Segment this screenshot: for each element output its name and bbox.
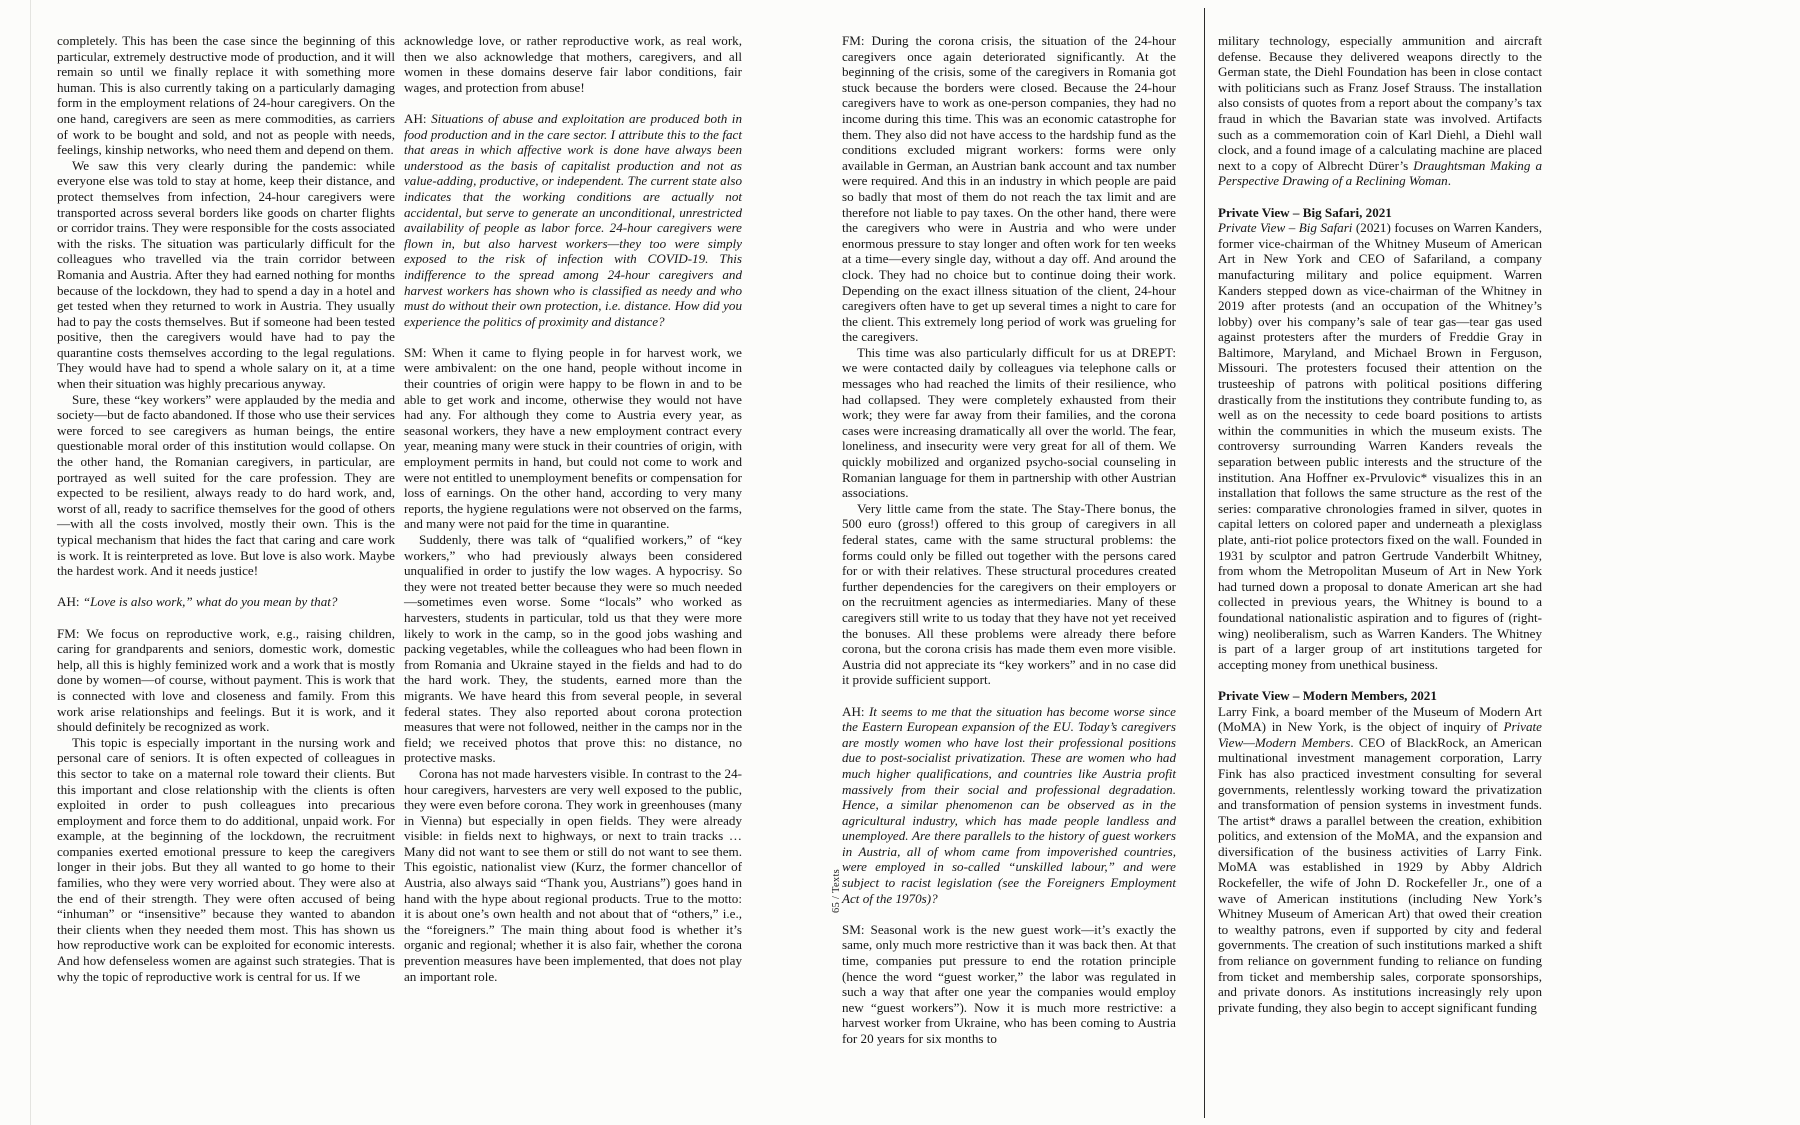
- text-run: Private View—Modern Members: [1218, 719, 1542, 750]
- column-divider: [1204, 8, 1205, 1118]
- text-run: military technology, especially ammunition and aircraft defense. Because they delivered weapons directly to the German state, the Diehl Foundation has been in close contact with politicians such as Franz Josef Strauss. The installation also consists of quotes from a report about the company’s tax fraud in which the Bavarian state was involved. Artifacts such as a commemoration coin of Karl Diehl, a Diehl wall clock, and a found image of a calculating machine are placed next to a copy of Albrecht Dürer’s: [1218, 33, 1542, 173]
- paragraph: [57, 735, 395, 985]
- text-run: FM: During the corona crisis, the situation of the 24-hour caregivers once again deteriorated significantly. At the beginning of the crisis, some of the caregivers in Romania got stuck because the borders were closed. Because the 24-hour caregivers have to work as one-person companies, they had no income during this time. This was an economic catastrophe for them. They also did not have access to the hardship fund as the conditions excluded migrant workers: forms were only available in German, an Austrian bank account and tax number were required. And this in an industry in which people are paid so badly that most of them do not reach the tax limit and are therefore not liable to pay taxes. On the other hand, there were the caregivers who were in Austria and who were under enormous pressure to stay longer and often work for ten weeks at a time—every single day, without a day off. And around the clock. They had no choice but to continue doing their work. Depending on the exact illness situation of the client, 24-hour caregivers often have to get up several times a night to care for the client. This extremely long period of work was grueling for the caregivers.: [842, 33, 1176, 345]
- paragraph: [842, 501, 1176, 688]
- work-heading: [1218, 205, 1542, 221]
- text-run: AH:: [842, 703, 869, 719]
- text-column-1: [57, 33, 395, 984]
- text-run: FM: We focus on reproductive work, e.g., raising children, caring for grandparents and seniors, domestic work, domestic help, all this is highly feminized work and a work that is mostly done by women—of course, without payment. This is work that is connected with love and closeness and family. From this work arise relationships and feelings. But it is work, and it should definitely be recognized as work.: [57, 625, 395, 735]
- text-run: Very little came from the state. The Stay-There bonus, the 500 euro (gross!) offered to this group of caregivers in all federal states, came with the same structural problems: the forms could only be filled out together with the persons cared for or with their relatives. These structural procedures created further dependencies for the caregivers on their employers or on the recruitment agencies as intermediaries. Many of these caregivers still write to us today that they have not yet received the bonuses. All these problems were already there before corona, but the corona crisis has made them even more visible. Austria did not appreciate its “key workers” and in no case did it provide sufficient support.: [842, 500, 1176, 688]
- text-run: AH:: [404, 110, 432, 126]
- text-run: Private View – Big Safari, 2021: [1218, 204, 1392, 220]
- text-run: .: [1447, 173, 1451, 189]
- text-run: Private View – Big Safari: [1218, 220, 1353, 236]
- paragraph: [842, 345, 1176, 501]
- paragraph: [404, 111, 742, 329]
- text-run: AH:: [57, 594, 83, 610]
- page-edge-line: [30, 0, 31, 1125]
- text-run: It seems to me that the situation has become worse since the Eastern European expansion of the EU. Today’s caregivers are mostly women who have lost their professional positions due to post-socialist privatization. These are women who had much higher qualifications, and countries like Austria profit massively from their social and professional degradation. Hence, a similar phenomenon can be observed as in the agricultural industry, which has made people landless and unemployed. Are there parallels to the history of guest workers in Austria, all of whom came from impoverished countries, were employed in so-called “unskilled labour,” and were subject to racist legislation (see the Foreigners Employment Act of the 1970s)?: [842, 703, 1176, 906]
- paragraph: [57, 158, 395, 392]
- text-run: SM: When it came to flying people in for harvest work, we were ambivalent: on the one hand, people without income in their countries of origin were happy to be flown in and to be able to get work and income, otherwise they would not have had any. For although they come to Austria every year, as seasonal workers, they have a new employment contract every year, meaning many were stuck in their countries of origin, with employment permits in hand, but could not come to work and were not entitled to unemployment benefits or compensation for loss of earnings. On the other hand, according to very many reports, the hygiene regulations were not observed on the farms, and many were not paid for the time in quarantine.: [404, 344, 742, 532]
- text-run: “Love is also work,” what do you mean by that?: [82, 594, 338, 610]
- paragraph: [1218, 33, 1542, 189]
- text-run: We saw this very clearly during the pandemic: while everyone else was told to stay at home, keep their distance, and protect themselves from infection, 24-hour caregivers were transported across several borders like goods on charter flights or corridor trains. They were responsible for the costs associated with the risks. The situation was particularly difficult for the colleagues who travelled via the train corridor between Romania and Austria. After they had earned nothing for months because of the lockdown, they had to spend a day in a hotel and get tested when they returned to work in Austria. They usually had to pay the costs themselves. But if someone had been tested positive, then the caregivers would have had to pay the quarantine costs themselves according to the legal regulations. They would have had to spend a whole salary on it, at a time when their situation was highly precarious anyway.: [57, 157, 395, 392]
- paragraph: [842, 922, 1176, 1047]
- paragraph: [1218, 220, 1542, 672]
- paragraph: [842, 33, 1176, 345]
- text-run: Suddenly, there was talk of “qualified workers,” of “key workers,” who had previously always been considered unqualified in order to justify the low wages. A hypocrisy. So they were not treated better because they were so much needed—sometimes even worse. Some “locals” who worked as harvesters, students in particular, told us that they were more likely to work in the camp, so in the good jobs washing and packing vegetables, while the colleagues who had been flown in from Romania and Ukraine stayed in the fields and had to do the hard work. They, the students, earned more than the migrants. We have heard this from several people, in several federal states. They also reported about corona protection measures that were not followed, neither in the camps nor in the field; we received photos that prove this: no distance, no protective masks.: [404, 532, 742, 766]
- paragraph: [404, 345, 742, 532]
- text-run: Draughtsman Making a Perspective Drawing of a Reclining Woman: [1218, 157, 1542, 189]
- paragraph: [57, 33, 395, 158]
- text-run: Sure, these “key workers” were applauded by the media and society—but de facto abandoned. If those who use their services were forced to see caregivers as human beings, the entire questionable moral order of this institution would collapse. On the other hand, the Romanian caregivers, in particular, are portrayed as well suited for the care profession. They are expected to be resilient, always ready to do hard work, and, worst of all, ready to sacrifice themselves for the good of others—with all the costs involved, mostly their own. This is the typical mechanism that hides the fact that caring and care work is work. It is reinterpreted as love. But love is also work. Maybe the hardest work. And it needs justice!: [57, 391, 395, 579]
- text-run: Corona has not made harvesters visible. In contrast to the 24-hour caregivers, harvesters are very well exposed to the public, they were even before corona. They work in greenhouses (many in Vienna) but especially in open fields. They were already visible: in fields next to highways, or next to train tracks … Many did not want to see them or still do not want to see them. This egoistic, nationalist view (Kurz, the former chancellor of Austria, also always said “Thank you, Austrians”) goes hand in hand with the hype about regional products. True to the motto: it is about one’s own health and not about that of “others,” i.e., the “foreigners.” The main thing about food is whether it’s organic and regional; whether it is also fair, whether the corona prevention measures have been implemented, that does not play an important role.: [404, 765, 742, 984]
- text-run: . CEO of BlackRock, an American multinational investment management corporation, Larry Fink has also practiced investment consulting for several governments, relentlessly working toward the privatization and transformation of pension systems in investment funds. The artist* draws a parallel between the creation, exhibition politics, and extension of the MoMA, and the expansion and diversification of the business activities of Larry Fink. MoMA was established in 1929 by Abby Aldrich Rockefeller, the wife of John D. Rockefeller Jr., one of a wave of American institutions (including New York’s Whitney Museum of American Art) that owed their creation to wealthy patrons, even if supported by city and federal governments. The creation of such institutions marked a shift from reliance on government funding to reliance on funding from ticket and membership sales, corporate sponsorships, and private donors. As institutions increasingly rely upon private funding, they also begin to accept significant funding: [1218, 734, 1542, 1015]
- paragraph: [404, 766, 742, 984]
- text-run: This time was also particularly difficult for us at DREPT: we were contacted daily by colleagues via telephone calls or messages who had reached the limits of their resilience, who had collapsed. They were completely exhausted from their work; they were far away from their families, and the corona cases were increasing dramatically all over the world. The fear, loneliness, and insecurity were very great for all of them. We quickly mobilized and organized psycho-social counseling in Romanian language for them in partnership with other Austrian associations.: [842, 344, 1176, 501]
- text-run: Situations of abuse and exploitation are produced both in food production and in the care sector. I attribute this to the fact that areas in which affective work is done have always been understood as the basis of capitalist production and not as value-adding, productive, or independent. The current state also indicates that the working conditions are actually not accidental, but serve to generate an unconditional, unrestricted availability of people as labor force. 24-hour caregivers were flown in, but also harvest workers—they too were simply exposed to the risk of infection with COVID-19. This indifference to the spread among 24-hour caregivers and harvest workers has shown who is classified as needy and who must do without their own protection, i.e. distance. How did you experience the politics of proximity and distance?: [404, 110, 742, 329]
- text-column-2: [404, 33, 742, 984]
- work-heading: [1218, 688, 1542, 704]
- paragraph: [1218, 704, 1542, 1016]
- paragraph: [842, 704, 1176, 907]
- text-run: completely. This has been the case since the beginning of this particular, extremely destructive mode of production, and it will remain so until we finally replace it with something more human. This is also currently taking on a particularly damaging form in the employment relations of 24-hour caregivers. On the one hand, caregivers are seen as mere commodities, as carriers of work to be bought and sold, and not as people with needs, feelings, kinship networks, who need them and depend on them.: [57, 33, 395, 158]
- page-number-label: 65 / Texts: [831, 868, 842, 913]
- paragraph: [404, 33, 742, 95]
- paragraph: [404, 532, 742, 766]
- text-run: (2021) focuses on Warren Kanders, former vice-chairman of the Whitney Museum of American Art in New York and CEO of Safariland, a company manufacturing military and police equipment. Warren Kanders stepped down as vice-chairman of the Whitney in 2019 after protests (and an occupation of the Whitney’s lobby) over his company’s sale of tear gas—tear gas used against protesters after the murders of Freddie Gray in Baltimore, Maryland, and Michael Brown in Ferguson, Missouri. The protesters focused their attention on the trusteeship of patrons with political positions differing drastically from the institutions they contribute funding to, as well as on the necessity to cede board positions to artists within the communities in which the museum exists. The controversy surrounding Warren Kanders reveals the separation between public interests and the structure of the institution. Ana Hoffner ex-Prvulovic* visualizes this in an installation that follows the same structure as the rest of the series: comparative chronologies framed in silver, quotes in capital letters on colored paper and underneath a plexiglass plate, anti-riot police protectors fixed on the wall. Founded in 1931 by sculptor and patron Gertrude Vanderbilt Whitney, from whom the Metropolitan Museum of Art in New York had turned down a proposal to donate American art she had collected in previous years, the Whitney is bound to a foundational nationalistic aspiration and to figures of (right-wing) neoliberalism, such as Warren Kanders. The Whitney is part of a larger group of art institutions targeted for accepting money from unethical business.: [1218, 220, 1542, 672]
- text-run: This topic is especially important in the nursing work and personal care of seniors. It is often expected of colleagues in this sector to take on a maternal role toward their clients. But this important and close relationship with the clients is often exploited in order to push colleagues into precarious employment and force them to do additional, unpaid work. For example, at the beginning of the lockdown, the recruitment companies exerted emotional pressure to keep the caregivers longer in their jobs. But they all wanted to go home to their families, who they were very worried about. They were also at the end of their strength. They were often accused of being “inhuman” or “insensitive” because they wanted to abandon their clients when they needed them most. This has shown us how reproductive work can be exploited for economic interests. And how defenseless women are against such strategies. That is why the topic of reproductive work is central for us. If we: [57, 734, 395, 984]
- paragraph: [57, 594, 395, 610]
- text-column-4: [1218, 33, 1542, 1015]
- text-run: acknowledge love, or rather reproductive work, as real work, then we also acknowledge that mothers, caregivers, and all women in these domains deserve fair labor conditions, fair wages, and protection from abuse!: [404, 33, 742, 95]
- text-column-3: [842, 33, 1176, 1047]
- paragraph: [57, 392, 395, 579]
- text-run: Larry Fink, a board member of the Museum of Modern Art (MoMA) in New York, is the object of inquiry of: [1218, 703, 1542, 735]
- text-run: SM: Seasonal work is the new guest work—it’s exactly the same, only much more restrictive than it was back then. At that time, companies put pressure to end the rotation principle (hence the word “guest worker,” the labor was regulated in such a way that after one year the companies would employ new “guest workers”). Now it is much more restrictive: a harvest worker from Ukraine, who has been coming to Austria for 20 years for six months to: [842, 921, 1176, 1046]
- text-run: Private View – Modern Members, 2021: [1218, 687, 1437, 703]
- paragraph: [57, 626, 395, 735]
